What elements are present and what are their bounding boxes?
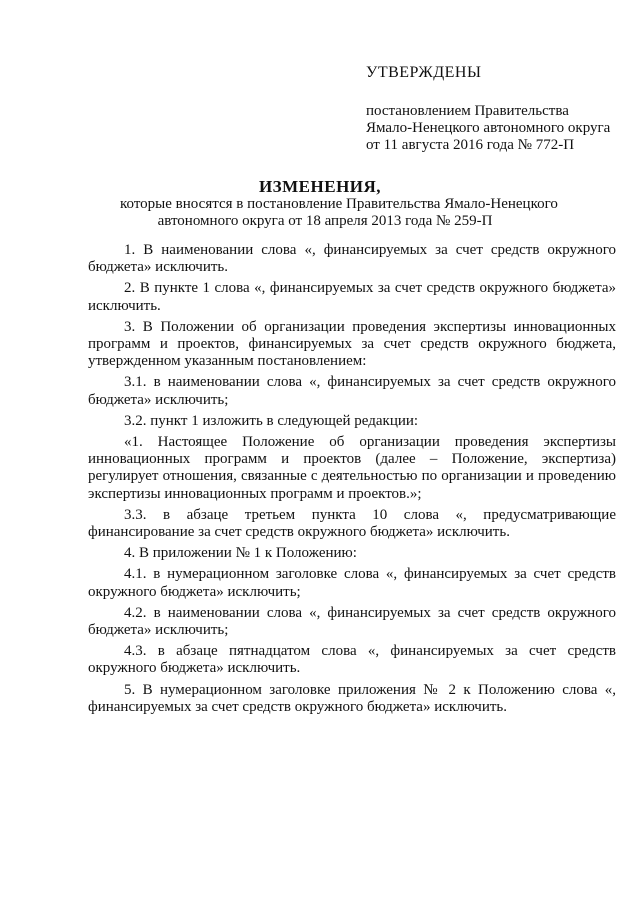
paragraph-3-2: 3.2. пункт 1 изложить в следующей редакции: <box>124 412 419 429</box>
paragraph-4-1: 4.1. в нумерационном заголовке слова «, финансируемых за счет средств окружного бюджета» исключить; <box>88 566 616 600</box>
approval-heading: УТВЕРЖДЕНЫ <box>366 64 482 81</box>
approval-line-3: от 11 августа 2016 года № 772-П <box>366 137 575 153</box>
approval-line-1: постановлением Правительства <box>366 103 569 119</box>
approval-line-2: Ямало-Ненецкого автономного округа <box>366 120 611 136</box>
paragraph-4: 4. В приложении № 1 к Положению: <box>124 545 357 562</box>
subtitle-line-1: которые вносятся в постановление Правительства Ямало-Ненецкого <box>120 196 558 212</box>
paragraph-3: 3. В Положении об организации проведения экспертизы инновационных программ и проектов, финансируемых за счет средств окружного бюджета, утвержденном указанным постановлением: <box>88 318 616 370</box>
paragraph-1: 1. В наименовании слова «, финансируемых за счет средств окружного бюджета» исключить. <box>88 242 616 276</box>
subtitle-line-2: автономного округа от 18 апреля 2013 года № 259-П <box>157 213 493 229</box>
paragraph-4-3: 4.3. в абзаце пятнадцатом слова «, финансируемых за счет средств окружного бюджета» исключить. <box>88 643 616 677</box>
paragraph-4-2: 4.2. в наименовании слова «, финансируемых за счет средств окружного бюджета» исключить; <box>88 604 616 639</box>
paragraph-3-3: 3.3. в абзаце третьем пункта 10 слова «, предусматривающие финансирование за счет средств окружного бюджета» исключить. <box>88 506 616 541</box>
document-subtitle <box>120 196 558 230</box>
paragraph-5: 5. В нумерационном заголовке приложения № 2 к Положению слова «, финансируемых за счет средств окружного бюджета» исключить. <box>88 681 616 715</box>
paragraph-3-2-quote: «1. Настоящее Положение об организации проведения экспертизы инновационных программ и проектов (далее – Положение, экспертиза) регулирует отношения, связанные с деятельностью по организации и проведению экспертизы инновационных программ и проектов.»; <box>88 434 616 502</box>
approval-stamp <box>366 64 628 154</box>
paragraph-2: 2. В пункте 1 слова «, финансируемых за счет средств окружного бюджета» исключить. <box>88 280 616 314</box>
document-body <box>88 242 616 720</box>
document-title: ИЗМЕНЕНИЯ, <box>258 177 382 196</box>
paragraph-3-1: 3.1. в наименовании слова «, финансируемых за счет средств окружного бюджета» исключить; <box>88 374 616 408</box>
